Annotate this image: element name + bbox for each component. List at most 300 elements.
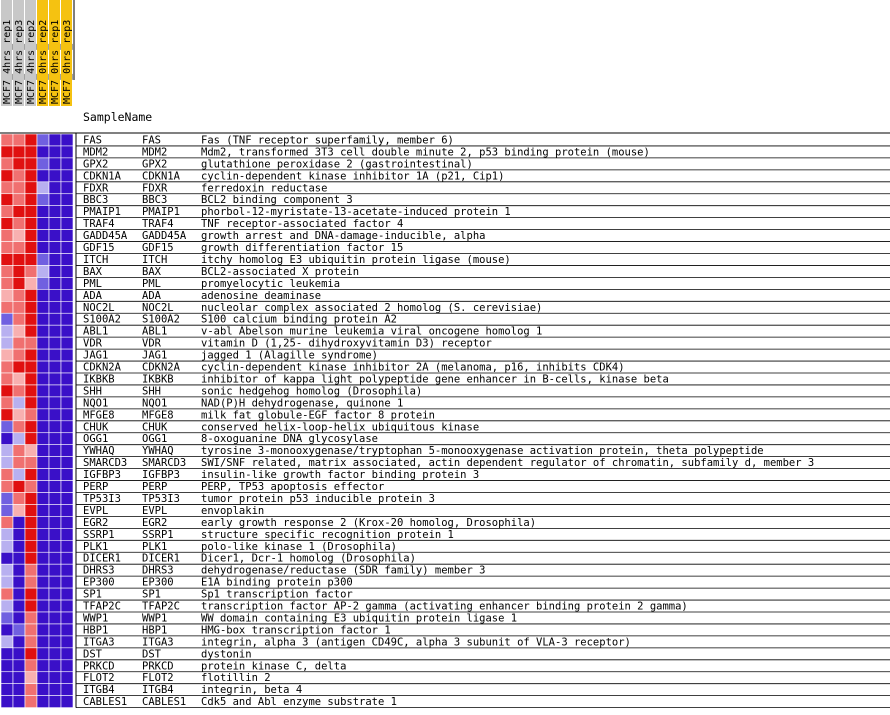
heatmap-cell [49, 409, 61, 421]
row-description: phorbol-12-myristate-13-acetate-induced protein 1 [201, 206, 511, 219]
heatmap-cell [37, 552, 49, 564]
heatmap-cell [25, 337, 37, 349]
heatmap-cell [13, 493, 25, 505]
heatmap-cell [13, 265, 25, 277]
heatmap-cell [13, 648, 25, 660]
heatmap-cell [1, 648, 13, 660]
heatmap-cell [61, 134, 73, 146]
row-gene: SHH [142, 385, 161, 398]
heatmap-cell [1, 433, 13, 445]
heatmap-cell [49, 373, 61, 385]
heatmap-cell [61, 433, 73, 445]
heatmap-cell [49, 469, 61, 481]
row-description: v-abl Abelson murine leukemia viral oncogene homolog 1 [201, 325, 543, 338]
heatmap-cell [25, 325, 37, 337]
heatmap-cell [1, 313, 13, 325]
heatmap-cell [61, 648, 73, 660]
row-description: Sp1 transcription factor [201, 588, 353, 601]
heatmap-cell [1, 672, 13, 684]
heatmap-cell [37, 493, 49, 505]
row-gene: TRAF4 [142, 218, 174, 231]
heatmap-cell [61, 325, 73, 337]
row-symbol: PLK1 [83, 540, 109, 553]
row-description: conserved helix-loop-helix ubiquitous kinase [201, 421, 480, 434]
heatmap-cell [61, 624, 73, 636]
row-symbol: FLOT2 [83, 672, 115, 685]
heatmap-cell [49, 421, 61, 433]
row-description: BCL2 binding component 3 [201, 194, 353, 207]
heatmap-cell [25, 254, 37, 266]
heatmap-cell [49, 540, 61, 552]
row-description: itchy homolog E3 ubiquitin protein ligase (mouse) [201, 253, 511, 266]
heatmap-cell [13, 242, 25, 254]
row-description: insulin-like growth factor binding protein 3 [201, 469, 480, 482]
heatmap-cell [1, 540, 13, 552]
heatmap-cell [61, 242, 73, 254]
heatmap-cell [13, 325, 25, 337]
heatmap-cell [25, 349, 37, 361]
heatmap-cell [37, 540, 49, 552]
row-description: growth differentiation factor 15 [201, 242, 404, 254]
heatmap-cell [49, 504, 61, 516]
heatmap-cell [25, 277, 37, 289]
heatmap-cell [61, 552, 73, 564]
heatmap-cell [1, 397, 13, 409]
row-description: nucleolar complex associated 2 homolog (S. cerevisiae) [201, 301, 543, 314]
column-label: MCF7_4hrs_rep1 [2, 19, 13, 104]
heatmap-cell [25, 684, 37, 696]
heatmap-cell [49, 684, 61, 696]
row-symbol: HBP1 [83, 624, 109, 637]
heatmap-cell [49, 433, 61, 445]
row-symbol: ITGA3 [83, 636, 115, 649]
heatmap-cell [61, 361, 73, 373]
heatmap-cell [1, 684, 13, 696]
heatmap-cell [25, 134, 37, 146]
heatmap-cell [37, 564, 49, 576]
row-symbol: IKBKB [83, 373, 115, 386]
heatmap-cell [37, 218, 49, 230]
heatmap-cell [13, 277, 25, 289]
row-symbol: ABL1 [83, 325, 109, 338]
row-symbol: FDXR [83, 182, 109, 195]
row-symbol: PMAIP1 [83, 206, 121, 219]
row-gene: PLK1 [142, 540, 168, 553]
heatmap-cell [25, 624, 37, 636]
heatmap-cell [49, 600, 61, 612]
heatmap-cell [37, 481, 49, 493]
row-symbol: FAS [83, 134, 102, 147]
heatmap-cell [37, 397, 49, 409]
row-symbol: GPX2 [83, 158, 109, 171]
column-label: MCF7_0hrs_rep1 [50, 19, 61, 104]
row-symbol: OGG1 [83, 433, 109, 446]
heatmap-cell [13, 624, 25, 636]
heatmap-cell [49, 385, 61, 397]
heatmap-cell [37, 277, 49, 289]
heatmap-cell [37, 672, 49, 684]
row-gene: ADA [142, 289, 161, 302]
heatmap-cell [61, 600, 73, 612]
heatmap-cell [1, 564, 13, 576]
row-description: HMG-box transcription factor 1 [201, 624, 391, 637]
row-gene: MFGE8 [142, 409, 174, 422]
heatmap-cell [1, 265, 13, 277]
row-description: tyrosine 3-monooxygenase/tryptophan 5-monooxygenase activation protein, theta polypeptide [201, 445, 764, 458]
row-symbol: TFAP2C [83, 600, 121, 613]
heatmap-cell [37, 385, 49, 397]
heatmap-cell [13, 528, 25, 540]
row-description: E1A binding protein p300 [201, 576, 353, 589]
heatmap-cell [13, 182, 25, 194]
heatmap-cell [25, 528, 37, 540]
heatmap-cell [1, 230, 13, 242]
row-gene: ITCH [142, 253, 168, 266]
heatmap-cell [13, 481, 25, 493]
heatmap-cell [37, 325, 49, 337]
heatmap-cell [49, 660, 61, 672]
row-description: jagged 1 (Alagille syndrome) [201, 349, 379, 362]
row-gene: BBC3 [142, 194, 168, 207]
row-description: structure specific recognition protein 1 [201, 528, 454, 541]
row-gene: MDM2 [142, 146, 168, 159]
heatmap-cell [13, 409, 25, 421]
heatmap-cell [49, 242, 61, 254]
heatmap-cell [37, 242, 49, 254]
heatmap-cell [61, 504, 73, 516]
heatmap-cell [37, 684, 49, 696]
row-description: early growth response 2 (Krox-20 homolog, Drosophila) [201, 516, 537, 529]
heatmap-cell [37, 337, 49, 349]
row-symbol: MFGE8 [83, 409, 115, 422]
heatmap-cell [37, 254, 49, 266]
heatmap-cell [25, 516, 37, 528]
heatmap-cell [25, 504, 37, 516]
heatmap-cell [1, 469, 13, 481]
row-symbol: PERP [83, 481, 109, 493]
heatmap-cell [1, 146, 13, 158]
heatmap-cell [25, 636, 37, 648]
column-label: MCF7_4hrs_rep3 [14, 19, 25, 104]
heatmap-cell [49, 134, 61, 146]
heatmap-cell [1, 516, 13, 528]
row-gene: EVPL [142, 504, 168, 517]
row-symbol: CHUK [83, 421, 109, 434]
heatmap-cell [25, 457, 37, 469]
heatmap-cell [13, 600, 25, 612]
heatmap-cell [37, 230, 49, 242]
heatmap-cell [49, 624, 61, 636]
heatmap-cell [37, 588, 49, 600]
heatmap-cell [49, 672, 61, 684]
heatmap-cell [1, 504, 13, 516]
heatmap-cell [49, 349, 61, 361]
heatmap-cell [25, 552, 37, 564]
heatmap-cell [37, 170, 49, 182]
heatmap-cell [1, 457, 13, 469]
row-gene: DHRS3 [142, 564, 174, 577]
row-gene: FDXR [142, 182, 168, 195]
heatmap-cell [37, 301, 49, 313]
row-description: growth arrest and DNA-damage-inducible, alpha [201, 230, 486, 243]
row-symbol: MDM2 [83, 146, 109, 159]
heatmap-cell [13, 672, 25, 684]
row-description: glutathione peroxidase 2 (gastrointestinal) [201, 158, 473, 171]
row-gene: PMAIP1 [142, 206, 180, 219]
heatmap-cell [25, 493, 37, 505]
row-gene: DICER1 [142, 552, 180, 565]
row-description: cyclin-dependent kinase inhibitor 2A (melanoma, p16, inhibits CDK4) [201, 361, 625, 374]
row-gene: GPX2 [142, 158, 168, 171]
heatmap-cell [25, 696, 37, 708]
heatmap-cell [61, 385, 73, 397]
heatmap-cell [37, 648, 49, 660]
heatmap-cell [49, 648, 61, 660]
heatmap-cell [1, 158, 13, 170]
heatmap-cell [61, 636, 73, 648]
heatmap-cell [61, 194, 73, 206]
row-gene: FLOT2 [142, 672, 174, 685]
heatmap-cell [25, 588, 37, 600]
heatmap-cell [1, 552, 13, 564]
row-symbol: ADA [83, 289, 102, 302]
row-gene: PRKCD [142, 660, 174, 673]
row-symbol: SP1 [83, 588, 102, 601]
heatmap-cell [25, 433, 37, 445]
row-description: sonic hedgehog homolog (Drosophila) [201, 385, 423, 398]
heatmap-cell [49, 528, 61, 540]
heatmap-cell [37, 373, 49, 385]
heatmap-cell [1, 301, 13, 313]
heatmap-cell [49, 445, 61, 457]
heatmap-cell [37, 194, 49, 206]
heatmap-cell [49, 230, 61, 242]
heatmap-cell [1, 612, 13, 624]
heatmap-cell [61, 373, 73, 385]
heatmap-cell [61, 481, 73, 493]
row-symbol: DST [83, 648, 102, 661]
heatmap-cell [49, 361, 61, 373]
row-gene: PML [142, 277, 161, 290]
heatmap-cell [25, 409, 37, 421]
row-symbol: YWHAQ [83, 445, 115, 458]
heatmap-cell [61, 230, 73, 242]
heatmap-cell [49, 313, 61, 325]
heatmap-cell [37, 361, 49, 373]
row-gene: S100A2 [142, 313, 180, 326]
heatmap-cell [13, 696, 25, 708]
heatmap-cell [25, 230, 37, 242]
heatmap-cell [49, 576, 61, 588]
row-description: inhibitor of kappa light polypeptide gene enhancer in B-cells, kinase beta [201, 373, 669, 386]
heatmap-cell [25, 158, 37, 170]
heatmap-cell [25, 612, 37, 624]
row-symbol: SMARCD3 [83, 457, 128, 470]
heatmap-cell [25, 648, 37, 660]
heatmap-cell [1, 325, 13, 337]
row-description: Dicer1, Dcr-1 homolog (Drosophila) [201, 552, 416, 565]
heatmap-cell [25, 265, 37, 277]
heatmap-cell [49, 170, 61, 182]
heatmap-cell [1, 277, 13, 289]
row-description: dystonin [201, 648, 252, 661]
heatmap-cell [49, 457, 61, 469]
heatmap-cell [1, 289, 13, 301]
row-description: protein kinase C, delta [201, 660, 347, 673]
heatmap-cell [25, 313, 37, 325]
heatmap-cell [13, 612, 25, 624]
heatmap-cell [1, 624, 13, 636]
row-description: BCL2-associated X protein [201, 265, 360, 278]
heatmap-cell [25, 600, 37, 612]
heatmap-cell [37, 134, 49, 146]
heatmap-cell [1, 528, 13, 540]
row-gene: EGR2 [142, 516, 168, 529]
heatmap-cell [49, 588, 61, 600]
row-description: Cdk5 and Abl enzyme substrate 1 [201, 696, 397, 709]
heatmap-cell [61, 660, 73, 672]
row-gene: CHUK [142, 421, 168, 434]
row-gene: CDKN2A [142, 361, 180, 374]
row-description: integrin, beta 4 [201, 684, 303, 697]
heatmap-cell [13, 684, 25, 696]
heatmap-cell [49, 301, 61, 313]
heatmap-cell [49, 696, 61, 708]
row-symbol: NQO1 [83, 397, 109, 410]
heatmap-cell [37, 600, 49, 612]
heatmap-cell [37, 313, 49, 325]
heatmap-cell [61, 265, 73, 277]
row-description: integrin, alpha 3 (antigen CD49C, alpha 3 subunit of VLA-3 receptor) [201, 636, 631, 649]
heatmap-cell [25, 421, 37, 433]
heatmap-cell [61, 409, 73, 421]
heatmap-cell [1, 660, 13, 672]
heatmap-cell [49, 265, 61, 277]
heatmap-cell [49, 218, 61, 230]
heatmap-cell [13, 421, 25, 433]
heatmap-cell [37, 457, 49, 469]
heatmap-cell [13, 373, 25, 385]
heatmap-cell [1, 254, 13, 266]
heatmap-cell [13, 349, 25, 361]
heatmap-cell [49, 158, 61, 170]
heatmap-cell [37, 182, 49, 194]
heatmap-cell [49, 516, 61, 528]
row-gene: SSRP1 [142, 528, 174, 541]
heatmap-cell [13, 636, 25, 648]
heatmap-cell [13, 385, 25, 397]
heatmap-cell [25, 146, 37, 158]
sample-name-label: SampleName [83, 110, 153, 124]
heatmap-cell [13, 445, 25, 457]
heatmap-cell [49, 194, 61, 206]
row-labels [76, 133, 890, 708]
heatmap-cell [61, 564, 73, 576]
row-gene: SP1 [142, 588, 161, 601]
row-symbol: SSRP1 [83, 528, 115, 541]
heatmap-cell [37, 528, 49, 540]
row-symbol: ITCH [83, 253, 109, 266]
row-description: cyclin-dependent kinase inhibitor 1A (p21, Cip1) [201, 170, 505, 183]
heatmap-cell [1, 445, 13, 457]
heatmap-cell [13, 337, 25, 349]
row-symbol: CDKN2A [83, 361, 121, 374]
heatmap-cell [25, 289, 37, 301]
column-label: MCF7_0hrs_rep2 [38, 19, 49, 104]
heatmap-cell [37, 504, 49, 516]
row-gene: ABL1 [142, 325, 168, 338]
row-gene: IKBKB [142, 373, 174, 386]
heatmap-cell [1, 134, 13, 146]
heatmap-cell [49, 206, 61, 218]
heatmap-cell [13, 504, 25, 516]
row-gene: VDR [142, 337, 161, 350]
row-gene: PERP [142, 481, 168, 493]
row-symbol: NOC2L [83, 301, 115, 314]
heatmap-cell [61, 289, 73, 301]
heatmap-cell [1, 696, 13, 708]
row-symbol: GADD45A [83, 230, 128, 243]
heatmap-cell [61, 516, 73, 528]
heatmap-cell [13, 576, 25, 588]
heatmap-cell [37, 624, 49, 636]
row-symbol: TRAF4 [83, 218, 115, 231]
row-description: tumor protein p53 inducible protein 3 [201, 492, 435, 505]
heatmap-cell [1, 182, 13, 194]
heatmap-cell [25, 469, 37, 481]
heatmap-cell [13, 194, 25, 206]
heatmap-cell [1, 600, 13, 612]
heatmap-cell [49, 277, 61, 289]
heatmap-cell [49, 552, 61, 564]
heatmap-cell [61, 576, 73, 588]
heatmap-cell [61, 540, 73, 552]
heatmap-cell [25, 194, 37, 206]
heatmap-cell [61, 337, 73, 349]
heatmap-cell [61, 612, 73, 624]
heatmap-cell [37, 696, 49, 708]
heatmap-cell [25, 445, 37, 457]
heatmap-cell [25, 218, 37, 230]
heatmap-cell [37, 516, 49, 528]
row-gene: GDF15 [142, 242, 174, 254]
row-symbol: ITGB4 [83, 684, 115, 697]
heatmap-cell [61, 672, 73, 684]
heatmap-cell [49, 564, 61, 576]
heatmap-cell [13, 397, 25, 409]
row-description: WW domain containing E3 ubiquitin protein ligase 1 [201, 612, 518, 625]
heatmap-cell [61, 206, 73, 218]
heatmap-cell [61, 182, 73, 194]
heatmap-cell [37, 289, 49, 301]
heatmap-cell [13, 158, 25, 170]
row-description: 8-oxoguanine DNA glycosylase [201, 433, 379, 446]
heatmap-cell [1, 588, 13, 600]
heatmap-cell [13, 170, 25, 182]
heatmap-cell [1, 385, 13, 397]
heatmap-cell [49, 182, 61, 194]
row-gene: ITGA3 [142, 636, 174, 649]
row-description: flotillin 2 [201, 672, 271, 685]
heatmap-cell [61, 528, 73, 540]
row-symbol: SHH [83, 385, 102, 398]
heatmap-cell [49, 325, 61, 337]
row-description: milk fat globule-EGF factor 8 protein [201, 409, 435, 422]
heatmap-cell [61, 158, 73, 170]
heatmap-cell [13, 588, 25, 600]
heatmap-cell [49, 481, 61, 493]
heatmap-cell [1, 481, 13, 493]
